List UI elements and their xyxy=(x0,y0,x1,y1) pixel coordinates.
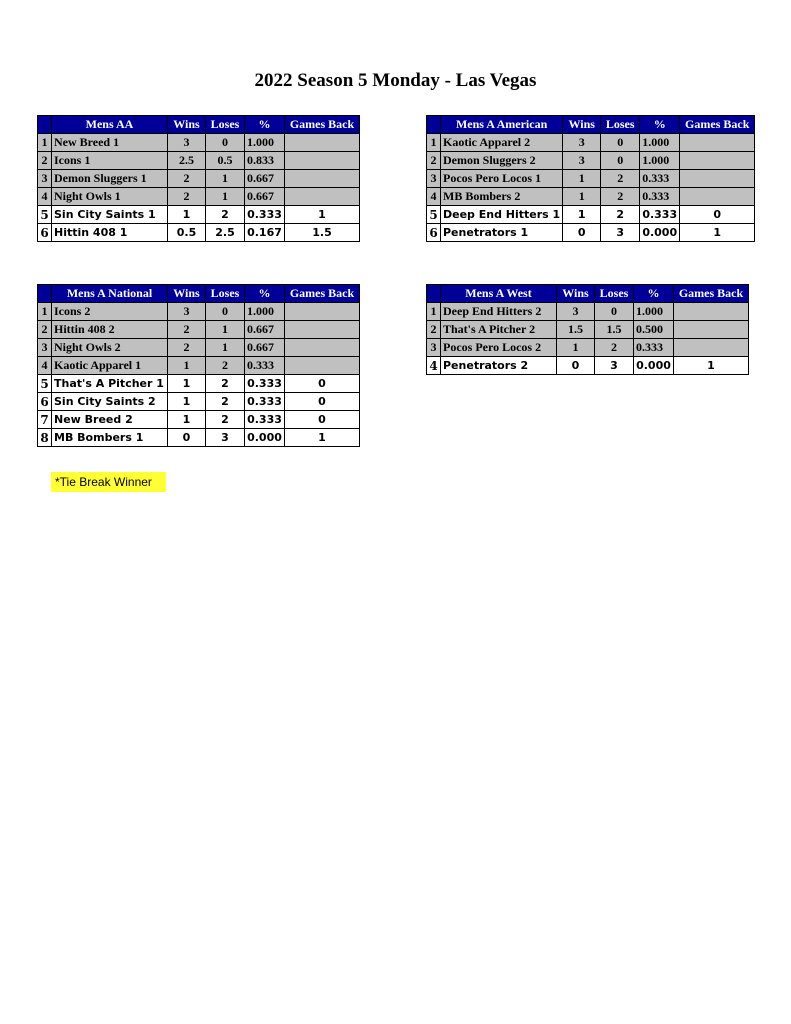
team-cell: Pocos Pero Locos 2 xyxy=(441,339,557,357)
pct-cell: 0.500 xyxy=(634,321,674,339)
loses-cell: 3 xyxy=(601,224,640,242)
loses-cell: 2.5 xyxy=(206,224,245,242)
table-row xyxy=(38,170,360,188)
rank-cell: 5 xyxy=(427,206,441,224)
loses-cell: 2 xyxy=(601,170,640,188)
games-back-header: Games Back xyxy=(285,285,360,303)
wins-cell: 1 xyxy=(168,357,206,375)
games-back-cell xyxy=(285,170,360,188)
loses-cell: 1 xyxy=(206,321,245,339)
loses-header: Loses xyxy=(206,116,245,134)
table-row xyxy=(427,206,755,224)
wins-cell: 0 xyxy=(557,357,595,375)
team-cell: That's A Pitcher 1 xyxy=(52,375,168,393)
table-row xyxy=(38,393,360,411)
pct-cell: 1.000 xyxy=(640,152,680,170)
games-back-cell xyxy=(674,339,749,357)
loses-header: Loses xyxy=(601,116,640,134)
wins-cell: 1 xyxy=(168,375,206,393)
pct-cell: 0.000 xyxy=(640,224,680,242)
rank-cell: 2 xyxy=(427,321,441,339)
team-cell: That's A Pitcher 2 xyxy=(441,321,557,339)
pct-cell: 0.333 xyxy=(640,206,680,224)
table-row xyxy=(38,224,360,242)
table-row xyxy=(38,339,360,357)
wins-cell: 0.5 xyxy=(168,224,206,242)
table-row xyxy=(38,303,360,321)
table-row xyxy=(38,321,360,339)
games-back-cell: 0 xyxy=(285,411,360,429)
table-row xyxy=(427,303,749,321)
team-cell: New Breed 2 xyxy=(52,411,168,429)
wins-cell: 1.5 xyxy=(557,321,595,339)
games-back-cell xyxy=(285,152,360,170)
team-cell: Hittin 408 1 xyxy=(52,224,168,242)
loses-cell: 1 xyxy=(206,339,245,357)
loses-cell: 2 xyxy=(601,206,640,224)
pct-cell: 0.667 xyxy=(245,321,285,339)
games-back-cell: 1 xyxy=(680,224,755,242)
games-back-cell xyxy=(680,170,755,188)
wins-cell: 1 xyxy=(563,206,601,224)
pct-cell: 1.000 xyxy=(634,303,674,321)
wins-cell: 1 xyxy=(168,393,206,411)
table-row xyxy=(427,321,749,339)
games-back-cell: 1 xyxy=(285,429,360,447)
team-cell: MB Bombers 2 xyxy=(441,188,563,206)
rank-cell: 5 xyxy=(38,206,52,224)
division-name: Mens AA xyxy=(52,116,168,134)
games-back-cell xyxy=(285,357,360,375)
loses-cell: 2 xyxy=(206,411,245,429)
wins-cell: 3 xyxy=(168,303,206,321)
table-header-row xyxy=(38,116,360,134)
loses-cell: 0.5 xyxy=(206,152,245,170)
team-cell: MB Bombers 1 xyxy=(52,429,168,447)
pct-cell: 0.333 xyxy=(640,170,680,188)
team-cell: Pocos Pero Locos 1 xyxy=(441,170,563,188)
page-title: 2022 Season 5 Monday - Las Vegas xyxy=(254,70,537,91)
rank-cell: 2 xyxy=(38,321,52,339)
pct-cell: 1.000 xyxy=(245,134,285,152)
games-back-cell xyxy=(285,321,360,339)
wins-cell: 1 xyxy=(168,206,206,224)
team-cell: Kaotic Apparel 1 xyxy=(52,357,168,375)
pct-cell: 0.000 xyxy=(245,429,285,447)
rank-cell: 6 xyxy=(38,224,52,242)
games-back-cell xyxy=(674,303,749,321)
pct-cell: 0.000 xyxy=(634,357,674,375)
pct-cell: 0.667 xyxy=(245,170,285,188)
standings-table-mens-a-national xyxy=(37,284,360,447)
division-name: Mens A American xyxy=(441,116,563,134)
table-row xyxy=(38,188,360,206)
table-row xyxy=(38,429,360,447)
loses-cell: 0 xyxy=(206,134,245,152)
tie-break-note: *Tie Break Winner xyxy=(51,472,166,492)
team-cell: Deep End Hitters 1 xyxy=(441,206,563,224)
pct-cell: 1.000 xyxy=(640,134,680,152)
games-back-header: Games Back xyxy=(285,116,360,134)
team-cell: Penetrators 1 xyxy=(441,224,563,242)
wins-cell: 1 xyxy=(563,170,601,188)
games-back-cell xyxy=(680,134,755,152)
table-row xyxy=(38,152,360,170)
wins-cell: 0 xyxy=(563,224,601,242)
team-cell: New Breed 1 xyxy=(52,134,168,152)
games-back-cell: 0 xyxy=(285,375,360,393)
standings-table-mens-aa xyxy=(37,115,360,242)
rank-cell: 2 xyxy=(427,152,441,170)
table-row xyxy=(427,170,755,188)
wins-header: Wins xyxy=(168,116,206,134)
loses-cell: 3 xyxy=(595,357,634,375)
team-cell: Icons 1 xyxy=(52,152,168,170)
wins-cell: 3 xyxy=(563,152,601,170)
loses-cell: 0 xyxy=(206,303,245,321)
wins-cell: 3 xyxy=(557,303,595,321)
loses-cell: 1.5 xyxy=(595,321,634,339)
games-back-cell xyxy=(285,134,360,152)
wins-cell: 2.5 xyxy=(168,152,206,170)
wins-header: Wins xyxy=(557,285,595,303)
pct-cell: 1.000 xyxy=(245,303,285,321)
wins-header: Wins xyxy=(168,285,206,303)
wins-cell: 1 xyxy=(168,411,206,429)
table-header-row xyxy=(427,116,755,134)
pct-cell: 0.667 xyxy=(245,339,285,357)
rank-cell: 3 xyxy=(427,170,441,188)
loses-cell: 0 xyxy=(601,134,640,152)
rank-header xyxy=(427,116,441,134)
rank-cell: 5 xyxy=(38,375,52,393)
loses-cell: 3 xyxy=(206,429,245,447)
table-row xyxy=(38,134,360,152)
loses-cell: 1 xyxy=(206,170,245,188)
games-back-cell: 0 xyxy=(680,206,755,224)
games-back-cell xyxy=(680,188,755,206)
wins-cell: 2 xyxy=(168,339,206,357)
table-row xyxy=(38,411,360,429)
table-row xyxy=(38,357,360,375)
pct-cell: 0.333 xyxy=(245,393,285,411)
games-back-cell xyxy=(680,152,755,170)
pct-cell: 0.667 xyxy=(245,188,285,206)
table-header-row xyxy=(427,285,749,303)
pct-cell: 0.167 xyxy=(245,224,285,242)
loses-cell: 0 xyxy=(601,152,640,170)
team-cell: Night Owls 1 xyxy=(52,188,168,206)
wins-cell: 3 xyxy=(563,134,601,152)
table-row xyxy=(427,188,755,206)
rank-cell: 4 xyxy=(427,357,441,375)
games-back-header: Games Back xyxy=(674,285,749,303)
team-cell: Sin City Saints 1 xyxy=(52,206,168,224)
rank-cell: 6 xyxy=(427,224,441,242)
pct-cell: 0.833 xyxy=(245,152,285,170)
pct-header: % xyxy=(634,285,674,303)
rank-header xyxy=(427,285,441,303)
games-back-cell xyxy=(285,188,360,206)
team-cell: Demon Sluggers 1 xyxy=(52,170,168,188)
rank-cell: 1 xyxy=(427,134,441,152)
rank-cell: 3 xyxy=(38,170,52,188)
pct-cell: 0.333 xyxy=(245,206,285,224)
games-back-cell xyxy=(285,303,360,321)
wins-cell: 0 xyxy=(168,429,206,447)
rank-cell: 1 xyxy=(38,303,52,321)
standings-table-mens-a-american xyxy=(426,115,755,242)
rank-cell: 1 xyxy=(38,134,52,152)
division-name: Mens A National xyxy=(52,285,168,303)
wins-header: Wins xyxy=(563,116,601,134)
loses-cell: 2 xyxy=(206,206,245,224)
loses-cell: 2 xyxy=(595,339,634,357)
wins-cell: 2 xyxy=(168,170,206,188)
pct-cell: 0.333 xyxy=(640,188,680,206)
rank-cell: 6 xyxy=(38,393,52,411)
rank-cell: 4 xyxy=(38,357,52,375)
games-back-cell xyxy=(674,321,749,339)
rank-cell: 3 xyxy=(427,339,441,357)
games-back-cell: 1.5 xyxy=(285,224,360,242)
rank-cell: 1 xyxy=(427,303,441,321)
team-cell: Penetrators 2 xyxy=(441,357,557,375)
table-row xyxy=(38,375,360,393)
table-row xyxy=(427,152,755,170)
games-back-cell: 1 xyxy=(674,357,749,375)
games-back-cell: 1 xyxy=(285,206,360,224)
rank-cell: 8 xyxy=(38,429,52,447)
games-back-cell: 0 xyxy=(285,393,360,411)
rank-cell: 4 xyxy=(427,188,441,206)
table-row xyxy=(38,206,360,224)
rank-header xyxy=(38,116,52,134)
rank-cell: 2 xyxy=(38,152,52,170)
wins-cell: 2 xyxy=(168,321,206,339)
loses-cell: 2 xyxy=(601,188,640,206)
pct-cell: 0.333 xyxy=(245,357,285,375)
team-cell: Demon Sluggers 2 xyxy=(441,152,563,170)
table-row xyxy=(427,357,749,375)
table-row xyxy=(427,224,755,242)
team-cell: Night Owls 2 xyxy=(52,339,168,357)
rank-cell: 4 xyxy=(38,188,52,206)
pct-header: % xyxy=(245,116,285,134)
loses-header: Loses xyxy=(206,285,245,303)
wins-cell: 1 xyxy=(557,339,595,357)
division-name: Mens A West xyxy=(441,285,557,303)
table-row xyxy=(427,134,755,152)
rank-cell: 3 xyxy=(38,339,52,357)
loses-cell: 1 xyxy=(206,188,245,206)
pct-header: % xyxy=(640,116,680,134)
loses-cell: 2 xyxy=(206,393,245,411)
table-row xyxy=(427,339,749,357)
games-back-header: Games Back xyxy=(680,116,755,134)
rank-cell: 7 xyxy=(38,411,52,429)
rank-header xyxy=(38,285,52,303)
loses-header: Loses xyxy=(595,285,634,303)
games-back-cell xyxy=(285,339,360,357)
team-cell: Icons 2 xyxy=(52,303,168,321)
pct-cell: 0.333 xyxy=(245,411,285,429)
loses-cell: 2 xyxy=(206,375,245,393)
team-cell: Deep End Hitters 2 xyxy=(441,303,557,321)
loses-cell: 2 xyxy=(206,357,245,375)
standings-table-mens-a-west xyxy=(426,284,749,375)
table-header-row xyxy=(38,285,360,303)
loses-cell: 0 xyxy=(595,303,634,321)
team-cell: Sin City Saints 2 xyxy=(52,393,168,411)
team-cell: Hittin 408 2 xyxy=(52,321,168,339)
pct-header: % xyxy=(245,285,285,303)
pct-cell: 0.333 xyxy=(245,375,285,393)
wins-cell: 2 xyxy=(168,188,206,206)
pct-cell: 0.333 xyxy=(634,339,674,357)
team-cell: Kaotic Apparel 2 xyxy=(441,134,563,152)
wins-cell: 3 xyxy=(168,134,206,152)
wins-cell: 1 xyxy=(563,188,601,206)
